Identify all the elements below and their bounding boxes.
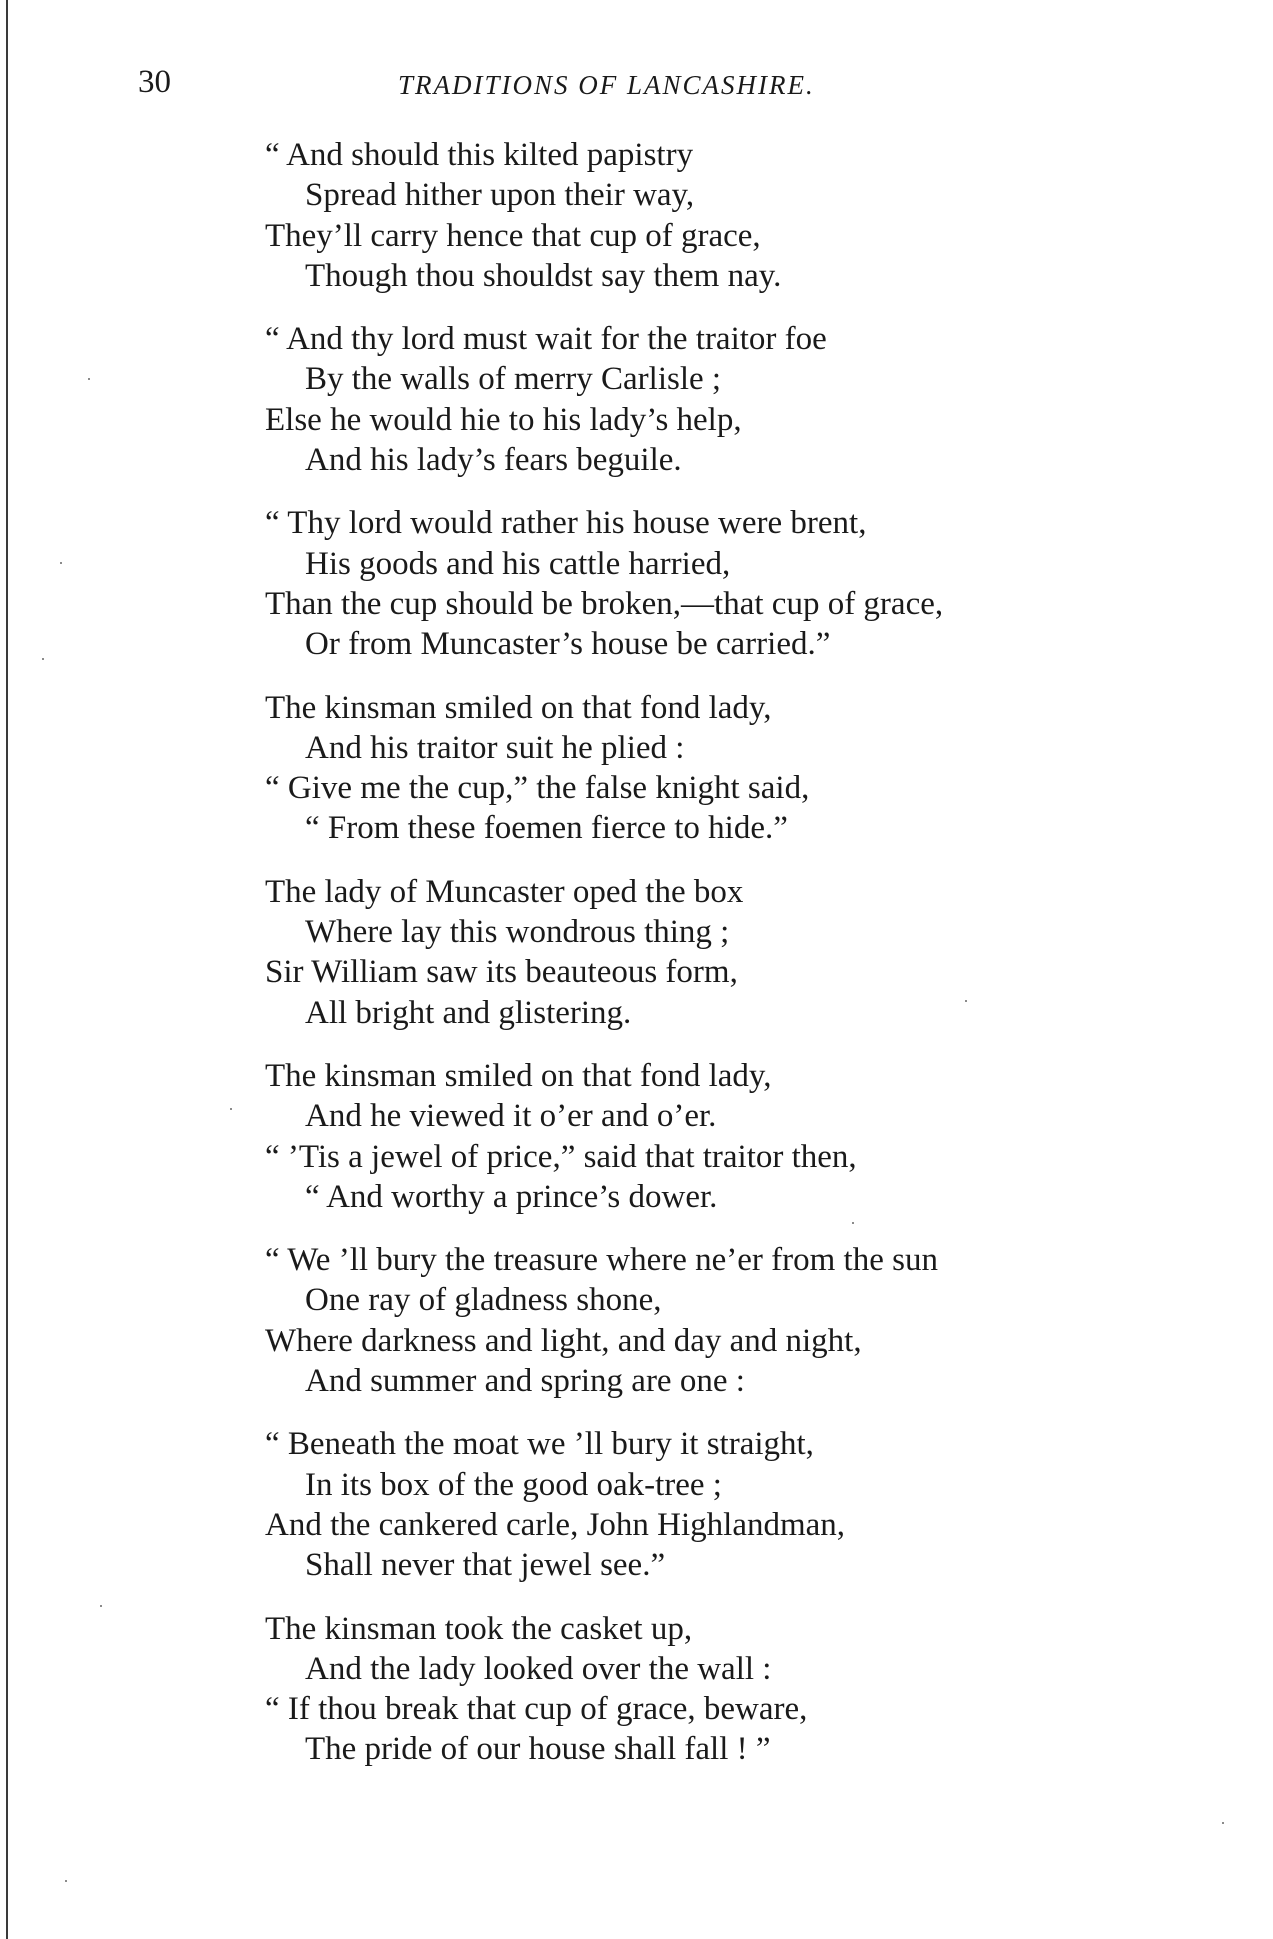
stanza xyxy=(265,1424,1225,1585)
verse-line: “ Beneath the moat we ’ll bury it straight, xyxy=(265,1426,814,1463)
stanza xyxy=(265,1240,1225,1401)
print-speck xyxy=(65,1880,67,1882)
verse-line: In its box of the good oak-tree ; xyxy=(305,1466,722,1503)
verse-line: “ If thou break that cup of grace, beware, xyxy=(265,1691,808,1728)
verse-line: Else he would hie to his lady’s help, xyxy=(265,401,742,438)
verse-line: By the walls of merry Carlisle ; xyxy=(305,361,722,398)
print-speck xyxy=(1222,1822,1224,1824)
running-head: TRADITIONS OF LANCASHIRE. xyxy=(398,70,815,100)
verse-line: His goods and his cattle harried, xyxy=(305,545,731,582)
stanza xyxy=(265,135,1225,296)
verse-line: The kinsman took the casket up, xyxy=(265,1610,693,1647)
verse-line: “ Give me the cup,” the false knight said, xyxy=(265,770,810,807)
verse-line: “ ’Tis a jewel of price,” said that traitor then, xyxy=(265,1138,857,1175)
verse-line: The pride of our house shall fall ! ” xyxy=(305,1731,771,1768)
page-binding-edge xyxy=(6,0,8,1939)
print-speck xyxy=(230,1108,232,1110)
verse-line: “ And thy lord must wait for the traitor foe xyxy=(265,321,827,358)
verse-line: Where lay this wondrous thing ; xyxy=(305,914,730,951)
verse-line: “ And worthy a prince’s dower. xyxy=(305,1178,718,1215)
print-speck xyxy=(965,1000,967,1002)
verse-line: And the cankered carle, John Highlandman, xyxy=(265,1506,846,1543)
verse-line: One ray of gladness shone, xyxy=(305,1282,662,1319)
verse-line: And his lady’s fears beguile. xyxy=(305,442,682,479)
verse-line: Sir William saw its beauteous form, xyxy=(265,954,738,991)
poem-body xyxy=(265,135,1225,1793)
print-speck xyxy=(42,658,44,660)
print-speck xyxy=(88,378,90,380)
verse-line: The kinsman smiled on that fond lady, xyxy=(265,689,772,726)
stanza xyxy=(265,503,1225,664)
verse-line: Than the cup should be broken,—that cup of grace, xyxy=(265,585,944,622)
verse-line: They’ll carry hence that cup of grace, xyxy=(265,217,761,254)
verse-line: All bright and glistering. xyxy=(305,994,632,1031)
verse-line: And his traitor suit he plied : xyxy=(305,729,685,766)
print-speck xyxy=(60,562,62,564)
stanza xyxy=(265,872,1225,1033)
print-speck xyxy=(852,1222,854,1224)
verse-line: “ And should this kilted papistry xyxy=(265,137,694,173)
verse-line: And summer and spring are one : xyxy=(305,1363,745,1400)
verse-line: And he viewed it o’er and o’er. xyxy=(305,1098,717,1135)
stanza xyxy=(265,1056,1225,1217)
verse-line: Shall never that jewel see.” xyxy=(305,1547,666,1584)
verse-line: Spread hither upon their way, xyxy=(305,177,695,214)
verse-line: “ From these foemen fierce to hide.” xyxy=(305,810,788,847)
stanza xyxy=(265,688,1225,849)
verse-line: “ We ’ll bury the treasure where ne’er from the sun xyxy=(265,1242,938,1279)
page-number: 30 xyxy=(138,64,171,100)
stanza xyxy=(265,319,1225,480)
verse-line: And the lady looked over the wall : xyxy=(305,1650,772,1687)
verse-line: The lady of Muncaster oped the box xyxy=(265,873,744,910)
verse-line: Though thou shouldst say them nay. xyxy=(305,257,782,294)
verse-line: Or from Muncaster’s house be carried.” xyxy=(305,626,831,663)
verse-line: “ Thy lord would rather his house were brent, xyxy=(265,505,867,542)
verse-line: The kinsman smiled on that fond lady, xyxy=(265,1057,772,1094)
print-speck xyxy=(100,1605,102,1607)
stanza xyxy=(265,1609,1225,1770)
verse-line: Where darkness and light, and day and night, xyxy=(265,1322,862,1359)
